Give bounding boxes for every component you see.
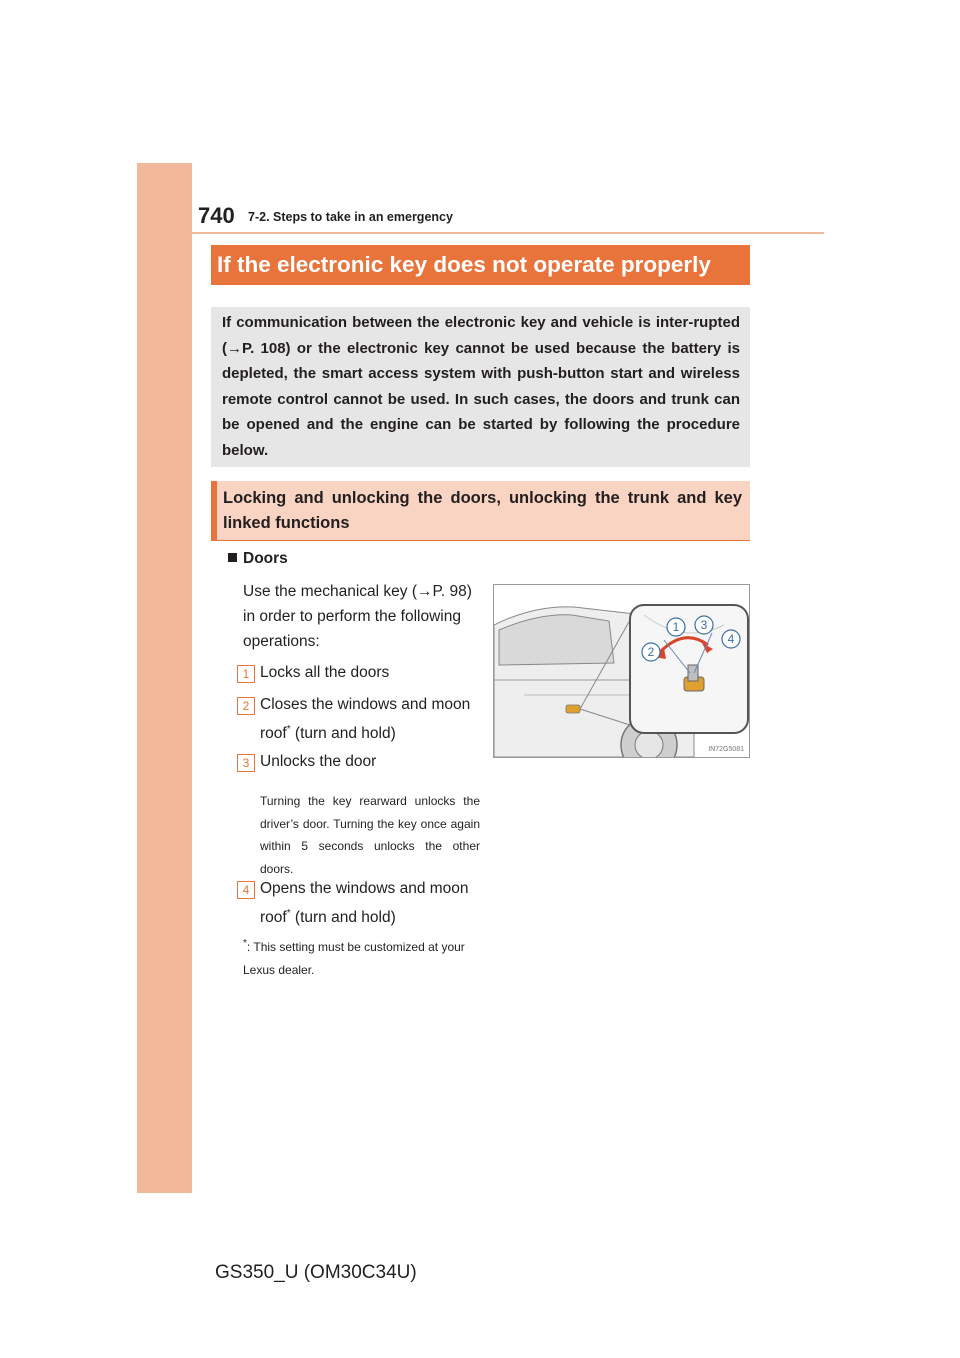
section-subheading	[211, 481, 750, 541]
door-key-illustration	[493, 584, 750, 758]
step-number-2: 2	[237, 697, 255, 715]
intro-box	[211, 307, 750, 467]
doors-heading	[228, 550, 288, 568]
chapter-side-tab	[137, 163, 192, 1193]
intro-text: If communication between the electronic key and vehicle is inter-rupted (→P. 108) or the electronic key cannot be used because the battery is depleted, the smart access system with push-button start and wireless remote control cannot be used. In such cases, the doors and trunk can be opened and the engine can be started by following the procedure below.	[222, 314, 740, 459]
square-bullet-icon	[228, 553, 237, 562]
step-number-1: 1	[237, 665, 255, 683]
footer-model-code: GS350_U (OM30C34U)	[215, 1262, 417, 1283]
header-rule	[192, 232, 824, 234]
step-3-note: Turning the key rearward unlocks the driver’s door. Turning the key once again within 5 seconds unlocks the other doors.	[260, 794, 480, 876]
callout-2: 2	[647, 645, 655, 659]
step-number-3: 3	[237, 754, 255, 772]
page-title: If the electronic key does not operate properly	[211, 245, 750, 285]
section-label: 7-2. Steps to take in an emergency	[248, 210, 453, 224]
callout-4: 4	[727, 632, 735, 646]
step-1-text: Locks all the doors	[260, 664, 390, 681]
doors-intro-text: Use the mechanical key (→P. 98) in order to perform the following operations:	[243, 583, 472, 650]
doors-heading-text: Doors	[243, 550, 288, 567]
subheading-text: Locking and unlocking the doors, unlocking the trunk and key linked functions	[223, 489, 742, 532]
step-2-text: Closes the windows and moon roof* (turn and hold)	[260, 696, 471, 743]
step-number-4: 4	[237, 881, 255, 899]
step-3-text: Unlocks the door	[260, 753, 377, 770]
step-4-text: Opens the windows and moon roof* (turn and hold)	[260, 880, 469, 927]
footnote: *: This setting must be customized at your Lexus dealer.	[243, 938, 465, 977]
page-number: 740	[198, 203, 235, 228]
callout-1: 1	[672, 620, 680, 634]
car-door-drawing	[494, 585, 749, 757]
illustration-code: IN72G5081	[708, 746, 744, 753]
callout-3: 3	[700, 618, 708, 632]
